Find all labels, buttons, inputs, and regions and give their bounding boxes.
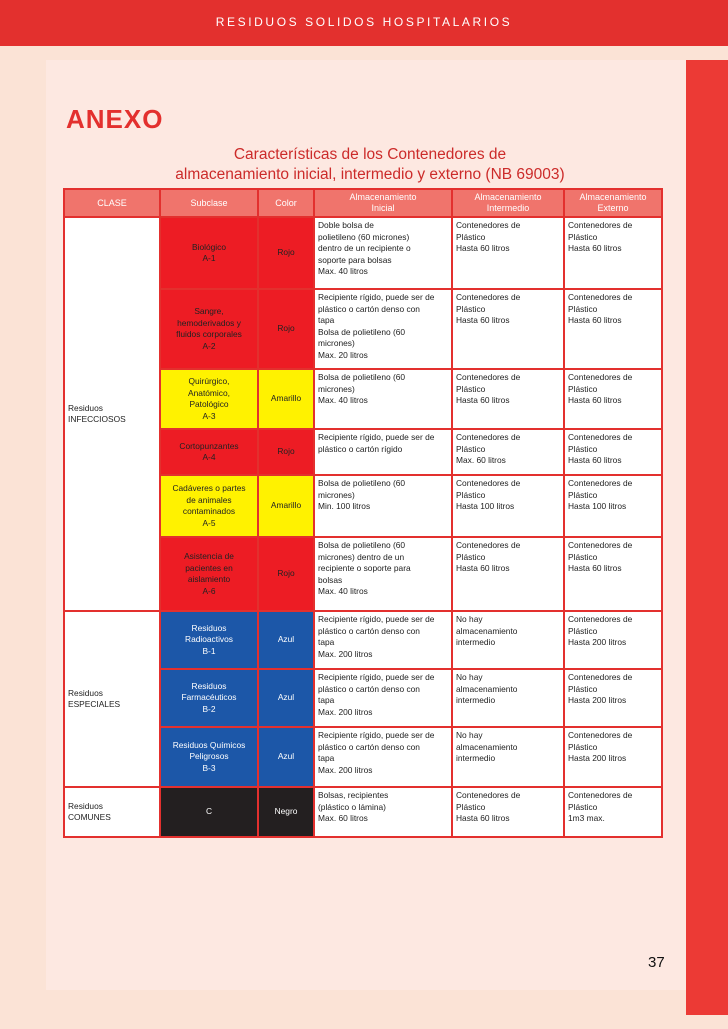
color-cell: Rojo [258,289,314,369]
color-cell: Rojo [258,429,314,475]
header-intermedio: Almacenamiento Intermedio [452,189,564,217]
subclase-cell: Cortopunzantes A-4 [160,429,258,475]
clase-cell: Residuos COMUNES [64,787,160,837]
subclase-cell: Residuos Químicos Peligrosos B-3 [160,727,258,787]
header-title: RESIDUOS SOLIDOS HOSPITALARIOS [215,15,513,29]
almacenamiento-intermedio-cell: Contenedores de Plástico Hasta 60 litros [452,369,564,429]
color-cell: Amarillo [258,369,314,429]
table-title-line-2: almacenamiento inicial, intermedio y externo (NB 69003) [175,166,565,183]
almacenamiento-inicial-cell: Bolsa de polietileno (60 micrones) dentro de un recipiente o soporte para bolsas Max. 40 litros [314,537,452,611]
header-inicial: Almacenamiento Inicial [314,189,452,217]
almacenamiento-inicial-cell: Bolsas, recipientes (plástico o lámina) Max. 60 litros [314,787,452,837]
almacenamiento-externo-cell: Contenedores de Plástico Hasta 200 litros [564,727,662,787]
almacenamiento-intermedio-cell: Contenedores de Plástico Hasta 60 litros [452,217,564,289]
almacenamiento-externo-cell: Contenedores de Plástico Hasta 60 litros [564,429,662,475]
color-cell: Amarillo [258,475,314,537]
almacenamiento-intermedio-cell: Contenedores de Plástico Hasta 100 litros [452,475,564,537]
header-externo: Almacenamiento Externo [564,189,662,217]
subclase-cell: Quirúrgico, Anatómico, Patológico A-3 [160,369,258,429]
almacenamiento-inicial-cell: Recipiente rígido, puede ser de plástico o cartón rígido [314,429,452,475]
almacenamiento-inicial-cell: Doble bolsa de polietileno (60 micrones) dentro de un recipiente o soporte para bolsas Max. 40 litros [314,217,452,289]
header-clase: CLASE [64,189,160,217]
subclase-cell: Residuos Farmacéuticos B-2 [160,669,258,727]
table-header-row [64,189,662,217]
table-row [64,217,662,289]
section-title: ANEXO [66,104,164,134]
subclase-cell: C [160,787,258,837]
subclase-cell: Residuos Radioactivos B-1 [160,611,258,669]
subclase-cell: Biológico A-1 [160,217,258,289]
almacenamiento-externo-cell: Contenedores de Plástico Hasta 60 litros [564,369,662,429]
table-row [64,787,662,837]
almacenamiento-externo-cell: Contenedores de Plástico Hasta 60 litros [564,289,662,369]
color-cell: Rojo [258,217,314,289]
color-cell: Azul [258,669,314,727]
almacenamiento-intermedio-cell: No hay almacenamiento intermedio [452,727,564,787]
almacenamiento-inicial-cell: Recipiente rígido, puede ser de plástico o cartón denso con tapa Max. 200 litros [314,611,452,669]
containers-table [63,188,663,838]
almacenamiento-inicial-cell: Recipiente rígido, puede ser de plástico o cartón denso con tapa Max. 200 litros [314,727,452,787]
almacenamiento-externo-cell: Contenedores de Plástico Hasta 200 litros [564,669,662,727]
almacenamiento-externo-cell: Contenedores de Plástico Hasta 100 litros [564,475,662,537]
header-color: Color [258,189,314,217]
almacenamiento-intermedio-cell: No hay almacenamiento intermedio [452,611,564,669]
color-cell: Negro [258,787,314,837]
almacenamiento-intermedio-cell: Contenedores de Plástico Hasta 60 litros [452,289,564,369]
subclase-cell: Sangre, hemoderivados y fluidos corporales A-2 [160,289,258,369]
color-cell: Azul [258,727,314,787]
almacenamiento-inicial-cell: Recipiente rígido, puede ser de plástico o cartón denso con tapa Max. 200 litros [314,669,452,727]
subclase-cell: Asistencia de pacientes en aislamiento A-6 [160,537,258,611]
almacenamiento-intermedio-cell: Contenedores de Plástico Hasta 60 litros [452,787,564,837]
header-subclase: Subclase [160,189,258,217]
almacenamiento-intermedio-cell: Contenedores de Plástico Max. 60 litros [452,429,564,475]
table-title-line-1: Características de los Contenedores de [233,146,507,163]
almacenamiento-intermedio-cell: No hay almacenamiento intermedio [452,669,564,727]
almacenamiento-externo-cell: Contenedores de Plástico 1m3 max. [564,787,662,837]
almacenamiento-inicial-cell: Bolsa de polietileno (60 micrones) Max. 40 litros [314,369,452,429]
color-cell: Azul [258,611,314,669]
almacenamiento-externo-cell: Contenedores de Plástico Hasta 60 litros [564,217,662,289]
subclase-cell: Cadáveres o partes de animales contaminados A-5 [160,475,258,537]
almacenamiento-externo-cell: Contenedores de Plástico Hasta 60 litros [564,537,662,611]
clase-cell: Residuos ESPECIALES [64,611,160,787]
almacenamiento-intermedio-cell: Contenedores de Plástico Hasta 60 litros [452,537,564,611]
color-cell: Rojo [258,537,314,611]
page-number: 37 [648,954,665,971]
almacenamiento-externo-cell: Contenedores de Plástico Hasta 200 litros [564,611,662,669]
almacenamiento-inicial-cell: Recipiente rígido, puede ser de plástico o cartón denso con tapa Bolsa de polietileno (60 micrones) Max. 20 litros [314,289,452,369]
right-edge-strip [686,60,728,1015]
clase-cell: Residuos INFECCIOSOS [64,217,160,611]
table-row [64,611,662,669]
almacenamiento-inicial-cell: Bolsa de polietileno (60 micrones) Min. 100 litros [314,475,452,537]
